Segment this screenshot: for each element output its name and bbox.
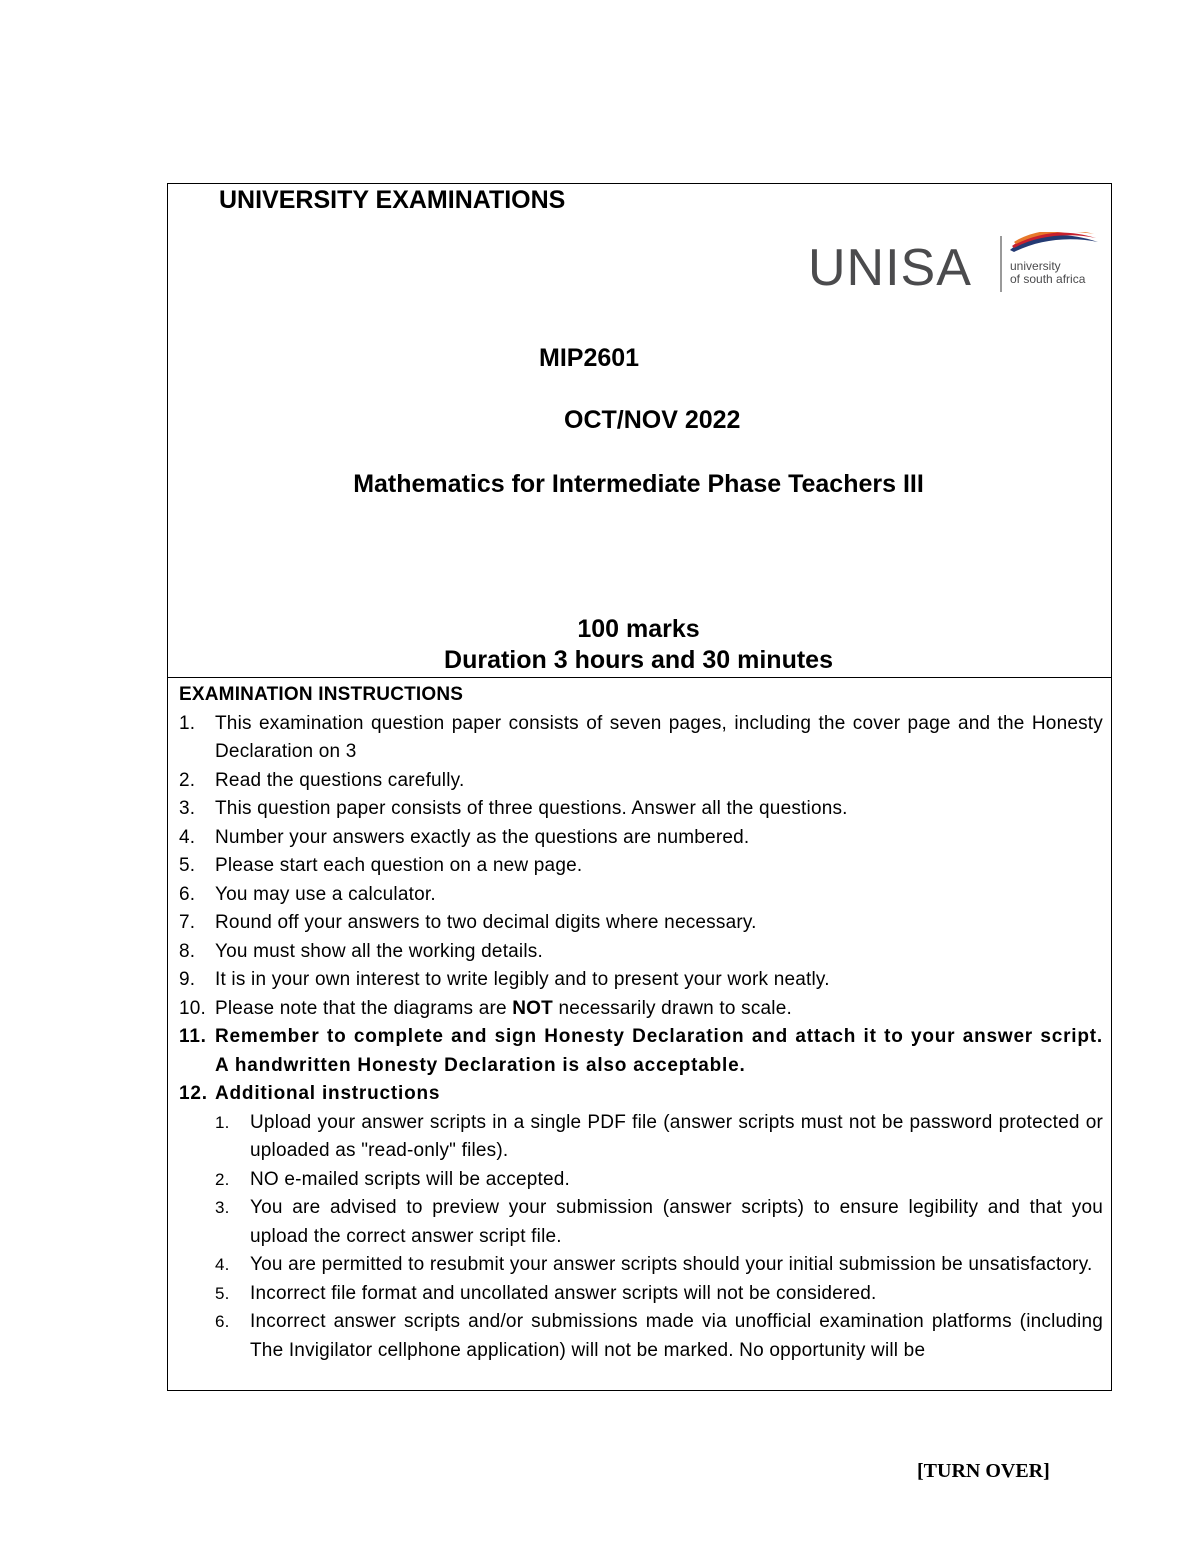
turn-over-label: [TURN OVER]	[917, 1460, 1050, 1482]
additional-instruction-item: 4. You are permitted to resubmit your answer scripts should your initial submission be unsatisfactory.	[215, 1254, 1093, 1275]
instruction-item: 6. You may use a calculator.	[179, 883, 436, 905]
additional-instruction-item: 3. You are advised to preview your submission (answer scripts) to ensure legibility and that you upload the correct answer script file.	[215, 1197, 1103, 1247]
header-section	[168, 184, 1111, 678]
additional-instruction-item: 2. NO e-mailed scripts will be accepted.	[215, 1168, 570, 1190]
logo-divider	[1000, 236, 1002, 292]
instruction-item: 7. Round off your answers to two decimal digits where necessary.	[179, 912, 757, 933]
additional-instruction-item: 1. Upload your answer scripts in a single PDF file (answer scripts must not be password protected or uploaded as "read-only" files).	[215, 1111, 1103, 1161]
university-examinations-title: UNIVERSITY EXAMINATIONS	[219, 186, 566, 214]
additional-instruction-item: 5. Incorrect file format and uncollated answer scripts will not be considered.	[215, 1282, 877, 1304]
logo-wordmark: UNISA	[808, 239, 972, 297]
instruction-item: 10. Please note that the diagrams are NOT necessarily drawn to scale.	[179, 997, 792, 1019]
logo-subtitle-line2: of south africa	[1010, 272, 1086, 286]
instruction-item: 5. Please start each question on a new page.	[179, 855, 583, 876]
logo-subtitle-line1: university	[1010, 259, 1061, 273]
instruction-item-additional: 12. Additional instructions	[179, 1083, 441, 1104]
instruction-item: 1. This examination question paper consists of seven pages, including the cover page and the Honesty Declaration on 3	[179, 712, 1103, 762]
emphasis-not: NOT	[512, 997, 553, 1019]
instructions-heading: EXAMINATION INSTRUCTIONS	[179, 684, 464, 705]
exam-duration: Duration 3 hours and 30 minutes	[444, 646, 833, 674]
additional-instruction-item: 6. Incorrect answer scripts and/or submissions made via unofficial examination platforms (including The Invigilator cellphone application) will not be marked. No opportunity will be	[215, 1311, 1103, 1361]
instruction-item-honesty: 11. Remember to complete and sign Honesty Declaration and attach it to your answer script. A handwritten Honesty Declaration is also acceptable.	[179, 1026, 1103, 1076]
course-code: MIP2601	[539, 344, 640, 372]
instruction-item: 3. This question paper consists of three questions. Answer all the questions.	[179, 798, 848, 819]
exam-session: OCT/NOV 2022	[564, 406, 741, 434]
logo-subtitle	[1010, 260, 1085, 286]
swoosh-icon	[1008, 232, 1100, 258]
instruction-item: 9. It is in your own interest to write legibly and to present your work neatly.	[179, 969, 830, 990]
total-marks: 100 marks	[577, 615, 700, 643]
cover-page-box	[167, 183, 1112, 1391]
course-title: Mathematics for Intermediate Phase Teachers III	[353, 470, 924, 498]
instruction-item: 2. Read the questions carefully.	[179, 769, 465, 791]
unisa-logo	[808, 230, 1103, 298]
examination-instructions	[179, 681, 1103, 1365]
instruction-item: 4. Number your answers exactly as the questions are numbered.	[179, 826, 750, 848]
instruction-item: 8. You must show all the working details.	[179, 940, 543, 962]
